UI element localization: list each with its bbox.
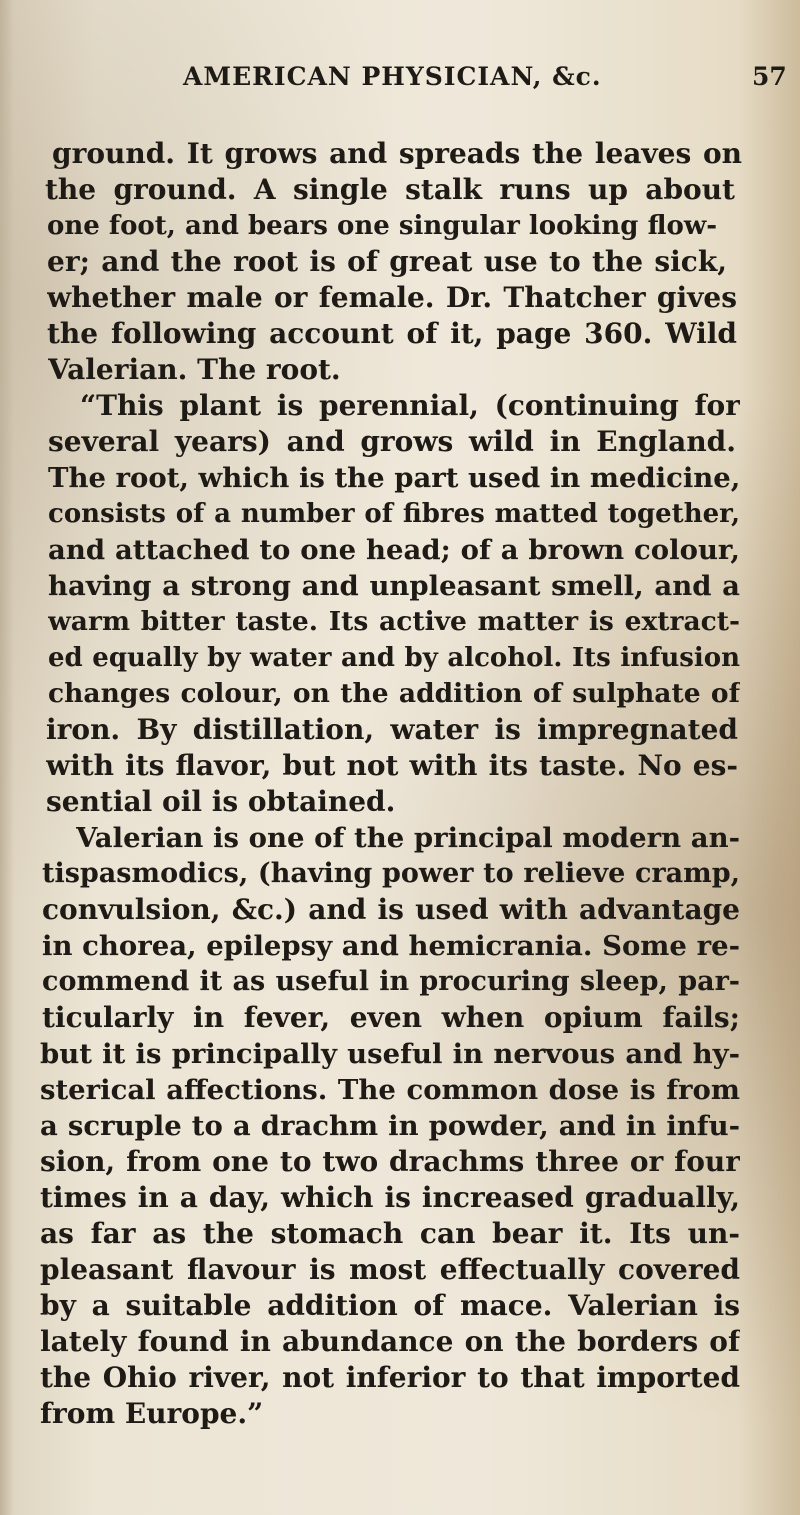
page-gutter-shadow <box>0 0 14 1515</box>
text-line: changes colour, on the addition of sulphate of <box>48 678 740 709</box>
text-line: convulsion, &c.) and is used with advantage <box>42 893 740 926</box>
text-line: commend it as useful in procuring sleep, par- <box>42 966 740 997</box>
text-line: whether male or female. Dr. Thatcher gives <box>47 281 737 314</box>
text-line: warm bitter taste. Its active matter is extract- <box>48 606 740 637</box>
text-line: by a suitable addition of mace. Valerian is <box>40 1289 740 1322</box>
text-line: the following account of it, page 360. Wild <box>47 317 737 350</box>
text-line: times in a day, which is increased gradually, <box>40 1181 740 1214</box>
text-line: Valerian is one of the principal modern an- <box>76 822 740 854</box>
text-line: consists of a number of fibres matted together, <box>48 499 740 529</box>
running-title: AMERICAN PHYSICIAN, &c. <box>183 62 602 91</box>
text-line: ground. It grows and spreads the leaves on <box>52 137 742 170</box>
text-line: as far as the stomach can bear it. Its un- <box>40 1217 740 1250</box>
text-line: Valerian. The root. <box>48 353 341 386</box>
page-header <box>0 62 800 102</box>
text-line: The root, which is the part used in medicine, <box>48 462 740 494</box>
text-line: and attached to one head; of a brown colour, <box>48 534 740 566</box>
text-line: iron. By distillation, water is impregnated <box>46 713 738 746</box>
text-line: but it is principally useful in nervous and hy- <box>40 1038 740 1070</box>
text-line: the Ohio river, not inferior to that imported <box>40 1361 740 1394</box>
text-line: one foot, and bears one singular looking flow- <box>47 211 717 241</box>
text-line: er; and the root is of great use to the sick, <box>47 245 727 278</box>
text-line: having a strong and unpleasant smell, and a <box>48 570 740 602</box>
text-line: sterical affections. The common dose is from <box>40 1074 740 1106</box>
text-line: with its flavor, but not with its taste. No es- <box>46 749 738 782</box>
page-number: 57 <box>752 62 787 91</box>
text-line: the ground. A single stalk runs up about <box>45 173 735 206</box>
text-line: “This plant is perennial, (continuing for <box>80 389 740 422</box>
text-line: tispasmodics, (having power to relieve cramp, <box>42 858 740 889</box>
text-line: a scruple to a drachm in powder, and in infu- <box>40 1110 740 1142</box>
text-line: sion, from one to two drachms three or four <box>40 1145 740 1178</box>
text-line: lately found in abundance on the borders of <box>40 1325 740 1358</box>
text-line: ed equally by water and by alcohol. Its infusion <box>48 643 740 673</box>
text-line: sential oil is obtained. <box>46 785 396 818</box>
text-line: from Europe.” <box>40 1397 264 1430</box>
text-line: pleasant flavour is most effectually covered <box>40 1253 740 1286</box>
text-line: ticularly in fever, even when opium fails; <box>42 1001 740 1034</box>
text-line: several years) and grows wild in England. <box>48 425 736 458</box>
text-line: in chorea, epilepsy and hemicrania. Some re- <box>42 930 740 962</box>
